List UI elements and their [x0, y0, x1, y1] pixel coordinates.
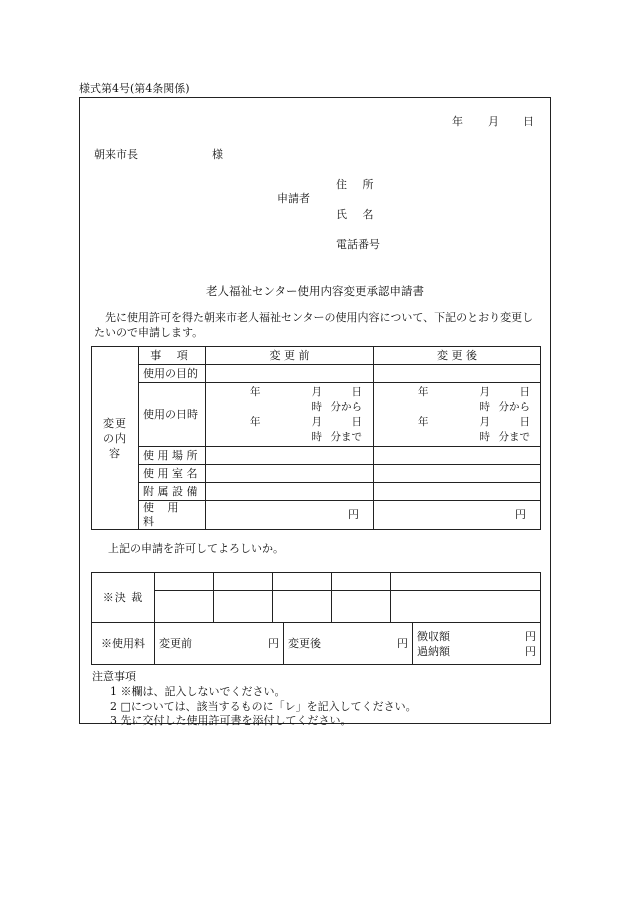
dt-after-year2: 年: [418, 415, 429, 428]
row-purpose-label: 使用の目的: [139, 365, 206, 383]
fee-after-label: 変更後: [288, 636, 321, 650]
header-item: 事 項: [139, 347, 206, 365]
room-after-field: [374, 465, 541, 483]
dt-before-minto: 分まで: [330, 430, 362, 443]
document-title: 老人福祉センター使用内容変更承認申請書: [205, 284, 425, 298]
fee-before-yen-unit: 円: [268, 636, 279, 650]
stamp-cell-4a: [332, 573, 391, 591]
dt-after-minto: 分まで: [498, 430, 530, 443]
dt-after-day1: 日: [519, 385, 530, 398]
dt-after-minfrom: 分から: [498, 400, 530, 413]
dt-before-year1: 年: [250, 385, 261, 398]
decision-table: [91, 572, 541, 623]
row-datetime-label: 使用の日時: [139, 383, 206, 447]
fee-table: [91, 622, 541, 665]
dt-before-hour1: 時: [311, 400, 322, 413]
phone-label: 電話番号: [336, 238, 380, 251]
dt-after-year1: 年: [418, 385, 429, 398]
datetime-after-field: [374, 383, 541, 447]
purpose-after-field: [374, 365, 541, 383]
stamp-cell-2a: [214, 573, 273, 591]
fee-after-cell: [284, 623, 413, 665]
dt-before-hour2: 時: [311, 430, 322, 443]
fee-before-yen: 円: [206, 501, 374, 530]
approval-text: 上記の申請を許可してよろしいか。: [108, 542, 284, 555]
body-text: 先に使用許可を得た朝来市老人福祉センターの使用内容について、下記のとおり変更したいので申請します。: [94, 311, 534, 339]
collection-yen-unit: 円: [525, 629, 536, 643]
dt-after-hour2: 時: [479, 430, 490, 443]
collection-label: 徴収額: [417, 629, 450, 643]
dt-before-minfrom: 分から: [330, 400, 362, 413]
equipment-after-field: [374, 483, 541, 501]
stamp-cell-5b: [391, 591, 541, 623]
fee-collection-cell: [413, 623, 541, 665]
overpay-label: 過納額: [417, 644, 450, 658]
dt-before-day2: 日: [351, 415, 362, 428]
stamp-cell-3a: [273, 573, 332, 591]
note-item-2: 2 □については、該当するものに「レ」を記入してください。: [110, 700, 417, 713]
dt-after-day2: 日: [519, 415, 530, 428]
dt-before-year2: 年: [250, 415, 261, 428]
address-label: 住 所: [336, 178, 380, 191]
place-after-field: [374, 447, 541, 465]
row-room-label: 使 用 室 名: [139, 465, 206, 483]
date-year: 年: [452, 115, 463, 128]
header-after: 変 更 後: [374, 347, 541, 365]
decision-label: ※決 裁: [92, 573, 155, 623]
change-group-label: 変更の内 容: [92, 347, 139, 530]
addressee-honorific: 様: [212, 148, 223, 161]
date-day: 日: [523, 115, 534, 128]
overpay-yen-unit: 円: [525, 644, 536, 658]
row-place-label: 使 用 場 所: [139, 447, 206, 465]
stamp-cell-2b: [214, 591, 273, 623]
dt-after-hour1: 時: [479, 400, 490, 413]
change-table: [91, 346, 541, 530]
note-item-3: 3 先に交付した使用許可書を添付してください。: [110, 714, 352, 727]
stamp-cell-1b: [155, 591, 214, 623]
addressee-name: 朝来市長: [94, 148, 138, 161]
fee-before-cell: [155, 623, 284, 665]
row-fee-label: 使 用 料: [139, 501, 206, 530]
stamp-cell-1a: [155, 573, 214, 591]
dt-after-month2: 月: [479, 415, 490, 428]
dt-after-month1: 月: [479, 385, 490, 398]
room-before-field: [206, 465, 374, 483]
header-before: 変 更 前: [206, 347, 374, 365]
dt-before-month1: 月: [311, 385, 322, 398]
fee-after-yen-unit: 円: [397, 636, 408, 650]
equipment-before-field: [206, 483, 374, 501]
name-label: 氏 名: [336, 208, 380, 221]
purpose-before-field: [206, 365, 374, 383]
row-equipment-label: 附 属 設 備: [139, 483, 206, 501]
applicant-label: 申請者: [277, 192, 310, 205]
datetime-before-field: [206, 383, 374, 447]
fee-before-label: 変更前: [159, 636, 192, 650]
form-number: 様式第4号(第4条関係): [79, 82, 190, 95]
stamp-cell-5a: [391, 573, 541, 591]
date-month: 月: [488, 115, 499, 128]
fee-after-yen: 円: [374, 501, 541, 530]
fee-section-label: ※使用料: [92, 623, 155, 665]
notes-heading: 注意事項: [92, 670, 136, 683]
stamp-cell-3b: [273, 591, 332, 623]
dt-before-month2: 月: [311, 415, 322, 428]
note-item-1: 1 ※欄は、記入しないでください。: [110, 685, 286, 698]
dt-before-day1: 日: [351, 385, 362, 398]
place-before-field: [206, 447, 374, 465]
stamp-cell-4b: [332, 591, 391, 623]
